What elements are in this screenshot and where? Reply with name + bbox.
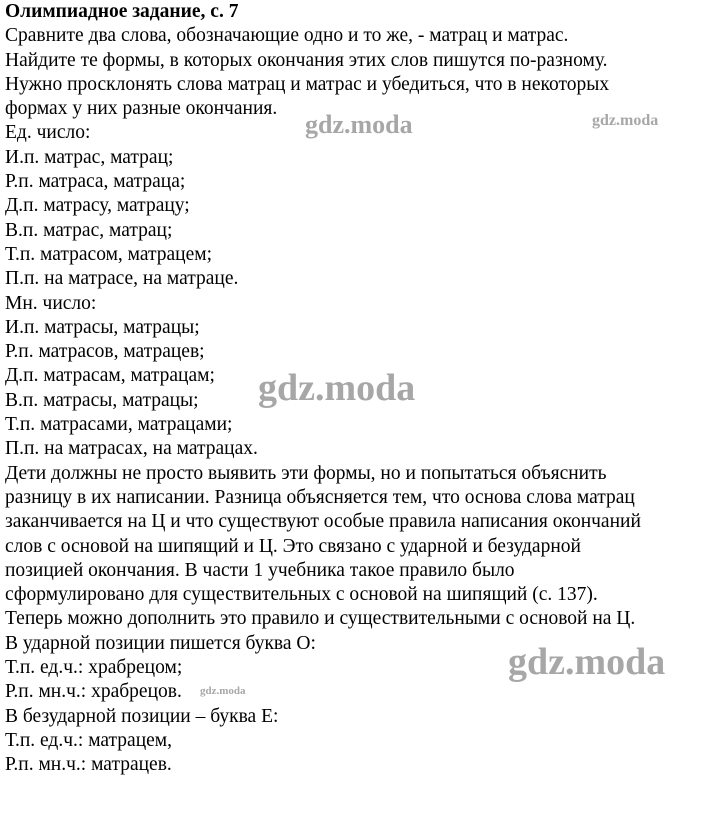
rule-heading-stressed: В ударной позиции пишется буква О: <box>5 632 316 654</box>
case-line-singular-dative: Д.п. матрасу, матрацу; <box>5 195 190 217</box>
text-line-explanation-3: заканчивается на Ц и что существуют особые правила написания окончаний <box>5 511 641 533</box>
case-line-singular-genitive: Р.п. матраса, матраца; <box>5 171 186 193</box>
text-line-3: Нужно просклонять слова матрац и матрас и убедиться, что в некоторых <box>5 73 610 95</box>
case-line-singular-instrumental: Т.п. матрасом, матрацем; <box>5 243 213 265</box>
rule-heading-unstressed: В безударной позиции – буква Е: <box>5 705 279 727</box>
section-heading-singular: Ед. число: <box>5 122 91 144</box>
case-line-singular-nominative: И.п. матрас, матрац; <box>5 146 174 168</box>
text-line-explanation-4: слов с основой на шипящий и Ц. Это связано с ударной и безударной <box>5 535 581 557</box>
text-line-explanation-1: Дети должны не просто выявить эти формы, но и попытаться объяснить <box>5 462 607 484</box>
case-line-singular-accusative: В.п. матрас, матрац; <box>5 219 173 241</box>
example-line-stressed-1: Т.п. ед.ч.: храбрецом; <box>5 657 183 679</box>
case-line-plural-accusative: В.п. матрасы, матрацы; <box>5 389 199 411</box>
text-line-2: Найдите те формы, в которых окончания этих слов пишутся по-разному. <box>5 49 608 71</box>
text-line-explanation-7: Теперь можно дополнить это правило и существительными с основой на Ц. <box>5 608 636 630</box>
watermark: gdz.moda <box>305 110 413 139</box>
watermark: gdz.moda <box>508 641 666 683</box>
example-line-unstressed-1: Т.п. ед.ч.: матрацем, <box>5 729 173 751</box>
case-line-plural-prepositional: П.п. на матрасах, на матрацах. <box>5 438 258 460</box>
text-line-explanation-6: сформулировано для существительных с основой на шипящий (с. 137). <box>5 584 598 606</box>
watermark: gdz.moda <box>592 112 659 129</box>
case-line-plural-dative: Д.п. матрасам, матрацам; <box>5 365 215 387</box>
document-title: Олимпиадное задание, с. 7 <box>5 1 239 22</box>
case-line-plural-instrumental: Т.п. матрасами, матрацами; <box>5 414 233 436</box>
watermark: gdz.moda <box>258 367 416 409</box>
example-line-stressed-2: Р.п. мн.ч.: храбрецов. <box>5 681 182 703</box>
watermark: gdz.moda <box>200 685 246 697</box>
text-line-explanation-5: позицией окончания. В части 1 учебника такое правило было <box>5 559 515 581</box>
case-line-plural-nominative: И.п. матрасы, матрацы; <box>5 316 200 338</box>
section-heading-plural: Мн. число: <box>5 292 97 314</box>
example-line-unstressed-2: Р.п. мн.ч.: матрацев. <box>5 754 172 776</box>
case-line-plural-genitive: Р.п. матрасов, матрацев; <box>5 341 205 363</box>
text-line-explanation-2: разницу в их написании. Разница объясняется тем, что основа слова матрац <box>5 486 635 508</box>
text-line-1: Сравните два слова, обозначающие одно и то же, - матрац и матрас. <box>5 25 569 47</box>
case-line-singular-prepositional: П.п. на матрасе, на матраце. <box>5 268 239 290</box>
text-line-4: формах у них разные окончания. <box>5 98 278 120</box>
